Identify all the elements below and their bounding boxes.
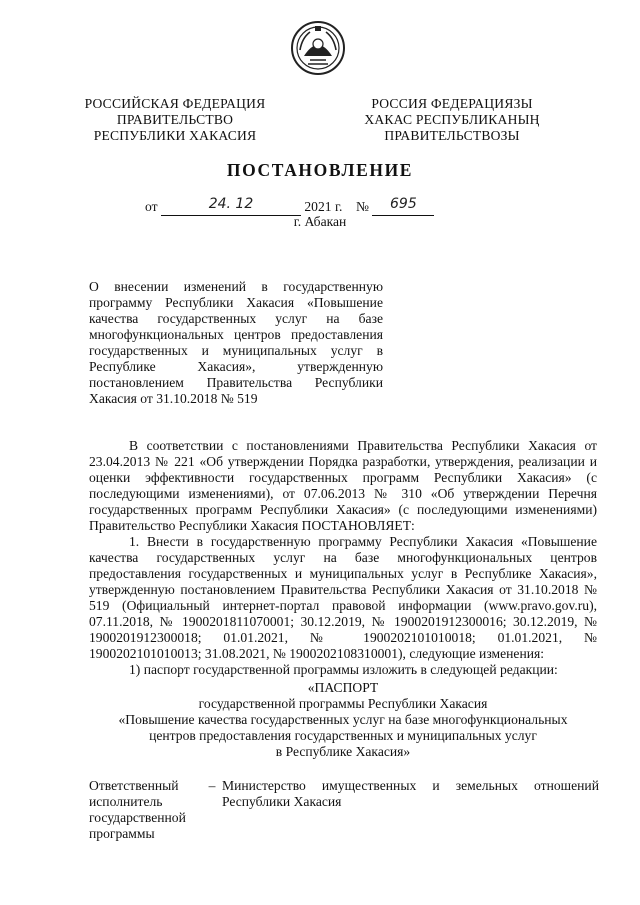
table-row-value: Министерство имущественных и земельных отношений Республики Хакасия — [222, 778, 599, 809]
body-paragraph-3: 1) паспорт государственной программы изложить в следующей редакции: — [129, 662, 558, 677]
header-left-line-2: ПРАВИТЕЛЬСТВО — [116, 112, 234, 127]
passport-line-4: центров предоставления государственных и муниципальных услуг — [149, 728, 537, 743]
table-row-dash: – — [208, 778, 216, 793]
city-label: г. Абакан — [293, 214, 347, 229]
number-handwritten: 695 — [390, 196, 417, 212]
coat-of-arms-icon — [290, 20, 346, 76]
header-left-line-3: РЕСПУБЛИКИ ХАКАСИЯ — [93, 128, 257, 143]
header-right — [362, 96, 542, 144]
number-label: № — [356, 199, 369, 214]
header-right-line-2: ХАКАС РЕСПУБЛИКАНЫҢ — [364, 112, 540, 127]
header-left-line-1: РОССИЙСКАЯ ФЕДЕРАЦИЯ — [84, 96, 266, 111]
passport-line-2: государственной программы Республики Хакасия — [198, 696, 488, 711]
document-title: ПОСТАНОВЛЕНИЕ — [226, 160, 414, 180]
passport-line-3: «Повышение качества государственных услуг на базе многофункциональных — [118, 712, 568, 727]
table-row-label: Ответственный исполнитель государственной программы — [89, 778, 186, 841]
body-paragraph-2: 1. Внести в государственную программу Республики Хакасия «Повышение качества государственных услуг на базе многофункциональных центров предоставления государственных и муниципальных услуг в Республике Хакасия», утвержденную постановлением Правительства Республики Хакасия от 31.10.2018 № 519 (Официальный интернет-портал правовой информации (www.pravo.gov.ru), 07.11.2018, № 1900201811070001; 30.12.2019, № 1900201912300016; 30.12.2019, № 1900201912300018; 01.01.2021, № 1900202101010018; 01.01.2021, № 1900202101010013; 31.08.2021, № 1900202108310001), следующие изменения: — [89, 534, 597, 661]
header-left — [80, 96, 270, 144]
header-right-line-1: РОССИЯ ФЕДЕРАЦИЯЗЫ — [371, 96, 533, 111]
header-right-line-3: ПРАВИТЕЛЬСТВОЗЫ — [384, 128, 520, 143]
passport-line-5: в Республике Хакасия» — [275, 744, 411, 759]
body-paragraph-1: В соответствии с постановлениями Правительства Республики Хакасия от 23.04.2013 № 221 «Об утверждении Порядка разработки, утверждения, реализации и оценки эффективности государственных программ Республики Хакасия» (с последующими изменениями), от 07.06.2013 № 310 «Об утверждении Перечня государственных программ Республики Хакасия» (с последующими изменениями) Правительство Республики Хакасия ПОСТАНОВЛЯЕТ: — [89, 438, 597, 533]
passport-line-1: «ПАСПОРТ — [307, 680, 379, 695]
document-subject: О внесении изменений в государственную программу Республики Хакасия «Повышение качества государственных услуг на базе многофункциональных центров предоставления государственных и муниципальных услуг в Республике Хакасия», утвержденную постановлением Правительства Республики Хакасия от 31.10.2018 № 519 — [89, 279, 383, 406]
from-label: от — [145, 199, 158, 214]
year-label: 2021 г. — [304, 199, 343, 214]
date-handwritten: 24. 12 — [208, 196, 254, 212]
document-body — [89, 438, 597, 678]
passport-heading — [89, 680, 597, 760]
